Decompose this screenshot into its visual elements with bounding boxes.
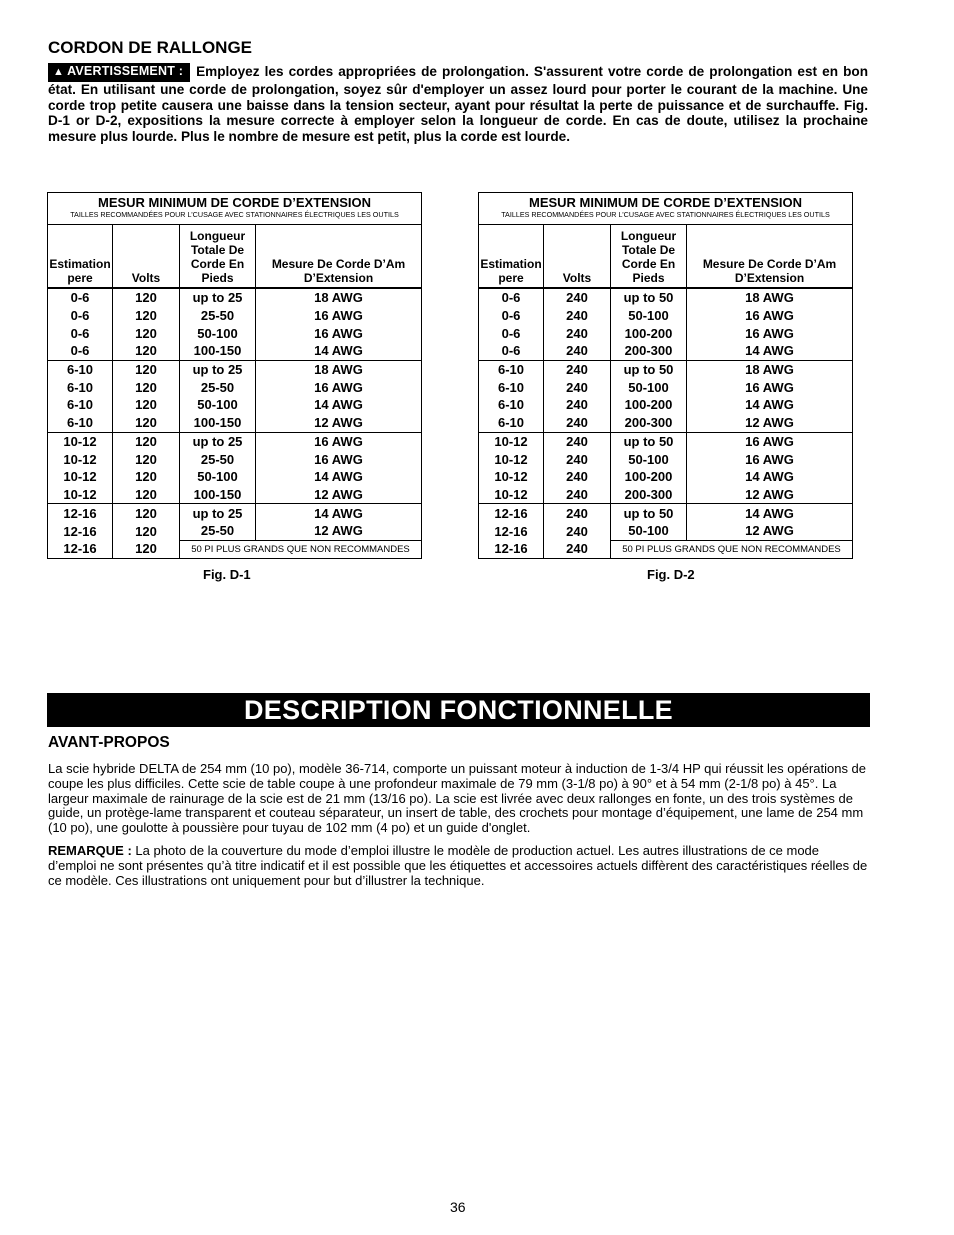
column-header: Mesure De Corde D’Am D’Extension [687,225,853,289]
table-cell: 0-6 [48,288,113,307]
table-cell: 6-10 [48,396,113,414]
table-cell: 12-16 [48,540,113,558]
table-cell: 120 [113,342,180,360]
table-cell: 120 [113,378,180,396]
table-cell: 0-6 [48,324,113,342]
table-cell: 12-16 [479,540,544,558]
table-cell: 50-100 [180,468,256,486]
table-cell: 240 [544,468,611,486]
table-row [48,522,422,540]
table-cell: 12-16 [48,522,113,540]
table-row [479,486,853,504]
table-cell: 120 [113,540,180,558]
table-cell: 0-6 [479,288,544,307]
table-row [48,307,422,325]
page-number: 36 [450,1199,466,1215]
table-cell: 240 [544,307,611,325]
table-row [48,342,422,360]
warning-triangle-icon: ▲ [53,66,65,78]
table-cell: 120 [113,414,180,432]
table-cell: up to 25 [180,432,256,450]
table-row [48,540,422,558]
column-header: Estimation pere [48,225,113,289]
table-cell: 100-150 [180,342,256,360]
table-header [48,193,422,225]
table-cell: 240 [544,540,611,558]
table-cell: 120 [113,450,180,468]
section-banner: DESCRIPTION FONCTIONNELLE [47,693,870,727]
table-cell: 100-200 [611,468,687,486]
table-cell: 14 AWG [687,342,853,360]
table-row [48,504,422,522]
table-cell: 240 [544,486,611,504]
table-row [479,360,853,378]
table-cell: 16 AWG [687,307,853,325]
table-cell: 0-6 [48,342,113,360]
table-header [479,193,853,225]
table-cell: 120 [113,360,180,378]
figure-caption: Fig. D-1 [203,567,251,582]
table-subtitle: TAILLES RECOMMANDÉES POUR L’CUSAGE AVEC STATIONNAIRES ÉLECTRIQUES LES OUTILS [70,210,399,219]
table-cell: 120 [113,504,180,522]
table-row [479,414,853,432]
table-cell: 12 AWG [687,522,853,540]
column-header: Volts [544,225,611,289]
note-text: La photo de la couverture du mode d’emploi illustre le modèle de production actuel. Les autres illustrations de ce mode d’emploi ne sont présentes qu’à titre indicatif et il est possible que les étiquettes et accessoires actuels diffèrent des caractéristiques réelles de ce modèle. Ces illustrations ont uniquement pour but d’illustrer la technique. [48,843,868,888]
note-paragraph [48,844,870,888]
table-subtitle: TAILLES RECOMMANDÉES POUR L’CUSAGE AVEC STATIONNAIRES ÉLECTRIQUES LES OUTILS [501,210,830,219]
table-cell: 14 AWG [256,396,422,414]
foreword-heading: AVANT-PROPOS [48,734,170,751]
table-row [48,324,422,342]
table-cell: 100-150 [180,486,256,504]
table-cell: 240 [544,522,611,540]
table-cell: 10-12 [48,450,113,468]
table-cell: 100-200 [611,324,687,342]
cord-gauge-table-240v [478,192,853,559]
warning-badge: ▲ AVERTISSEMENT : [48,63,190,82]
table-cell: up to 50 [611,432,687,450]
table-cell: 25-50 [180,450,256,468]
table-cell: 120 [113,396,180,414]
column-header: Longueur Totale De Corde En Pieds [611,225,687,289]
table-cell: 14 AWG [687,504,853,522]
note-label: REMARQUE : [48,843,132,858]
table-row [479,432,853,450]
table-cell: 14 AWG [256,342,422,360]
table-cell: 6-10 [48,414,113,432]
column-header: Estimation pere [479,225,544,289]
table-row [479,324,853,342]
table-cell: 0-6 [48,307,113,325]
table-cell: 12-16 [479,522,544,540]
table-cell: 18 AWG [256,288,422,307]
table-row [48,432,422,450]
table-row [479,288,853,307]
table-cell: 50-100 [611,522,687,540]
table-cell: 6-10 [479,360,544,378]
table-cell: 240 [544,504,611,522]
table-cell: 10-12 [479,468,544,486]
table-cell: 14 AWG [256,504,422,522]
table-cell: 200-300 [611,414,687,432]
table-cell: 240 [544,432,611,450]
column-header: Longueur Totale De Corde En Pieds [180,225,256,289]
table-cell: 240 [544,378,611,396]
column-header: Mesure De Corde D’Am D’Extension [256,225,422,289]
table-cell: 16 AWG [687,432,853,450]
table-cell: 16 AWG [256,450,422,468]
table-cell: 12 AWG [256,522,422,540]
table-cell: 10-12 [48,468,113,486]
table-cell: 16 AWG [256,378,422,396]
table-cell: up to 50 [611,360,687,378]
table-cell: 120 [113,486,180,504]
table-cell: 240 [544,342,611,360]
foreword-paragraph: La scie hybride DELTA de 254 mm (10 po), modèle 36-714, comporte un puissant moteur à induction de 1-3/4 HP qui réussit les opérations de coupe les plus difficiles. Cette scie de table coupe à une profondeur maximale de 79 mm (3-1/8 po) à 90° et à 54 mm (2-1/8 po) à 45°. La largeur maximale de rainurage de la scie est de 21 mm (13/16 po). La scie est livrée avec deux rallonges en fonte, un des trois systèmes de guide, un protège-lame transparent et couteau séparateur, un insert de table, des crochets pour montage d’équipement, une lame de 254 mm (10 po), une goulotte à poussière pour tuyau de 102 mm (4 po) et un guide d'onglet. [48,761,867,836]
table-row [479,378,853,396]
table-cell: 16 AWG [256,432,422,450]
table-note: 50 PI PLUS GRANDS QUE NON RECOMMANDES [611,540,853,558]
table-cell: 100-150 [180,414,256,432]
table-cell: 120 [113,468,180,486]
table-cell: 10-12 [48,432,113,450]
table-cell: up to 25 [180,504,256,522]
table-cell: 14 AWG [256,468,422,486]
table-cell: 50-100 [611,307,687,325]
cord-gauge-table-120v [47,192,422,559]
table-cell: 16 AWG [687,450,853,468]
table-cell: 120 [113,432,180,450]
table-cell: 240 [544,414,611,432]
table-row [479,450,853,468]
table-title: MESUR MINIMUM DE CORDE D’EXTENSION [97,195,371,210]
column-header: Volts [113,225,180,289]
table-row [479,540,853,558]
table-cell: 18 AWG [256,360,422,378]
table-row [479,522,853,540]
table-cell: 12 AWG [687,486,853,504]
table-cell: 12 AWG [256,414,422,432]
table-cell: 25-50 [180,522,256,540]
table-cell: 240 [544,324,611,342]
table-cell: 6-10 [479,396,544,414]
table-cell: 120 [113,522,180,540]
warning-text: Employez les cordes appropriées de prolongation. S'assurent votre corde de prolongation est en bon état. En utilisant une corde de prolongation, soyez sûr d'employer un assez lourd pour porter le courant de la machine. Une corde trop petite causera une baisse dans la tension secteur, ayant pour résultat la perte de puissance et de surchauffe. Fig. D-1 or D-2, expositions la mesure correcte à employer selon la longueur de corde. En cas de doute, utilisez la prochaine mesure plus lourde. Plus le nombre de mesure est petit, plus la corde est lourde. [48,64,868,145]
table-row [48,414,422,432]
table-cell: 6-10 [479,378,544,396]
cord-warning [48,63,868,145]
table-row [48,378,422,396]
table-row [48,486,422,504]
table-title: MESUR MINIMUM DE CORDE D’EXTENSION [528,195,802,210]
figure-caption: Fig. D-2 [647,567,695,582]
table-cell: 100-200 [611,396,687,414]
table-cell: 240 [544,360,611,378]
table-cell: 6-10 [479,414,544,432]
table-cell: 0-6 [479,324,544,342]
table-row [479,468,853,486]
table-cell: 14 AWG [687,468,853,486]
table-cell: 18 AWG [687,360,853,378]
table-row [48,396,422,414]
table-cell: 0-6 [479,307,544,325]
table-cell: 12 AWG [687,414,853,432]
table-cell: 240 [544,288,611,307]
table-cell: up to 25 [180,288,256,307]
table-cell: 200-300 [611,342,687,360]
table-cell: 18 AWG [687,288,853,307]
table-cell: 6-10 [48,360,113,378]
table-row [479,342,853,360]
table-cell: 14 AWG [687,396,853,414]
table-cell: 50-100 [180,396,256,414]
table-cell: 240 [544,396,611,414]
table-cell: 200-300 [611,486,687,504]
table-cell: 16 AWG [687,324,853,342]
table-row [48,360,422,378]
table-cell: 16 AWG [256,324,422,342]
table-cell: 10-12 [48,486,113,504]
table-cell: 10-12 [479,486,544,504]
table-row [48,468,422,486]
table-cell: 120 [113,324,180,342]
table-row [479,307,853,325]
table-cell: 50-100 [611,450,687,468]
table-cell: 10-12 [479,450,544,468]
table-cell: 12 AWG [256,486,422,504]
table-row [48,450,422,468]
table-cell: 25-50 [180,307,256,325]
table-cell: 0-6 [479,342,544,360]
table-cell: up to 50 [611,288,687,307]
table-cell: up to 50 [611,504,687,522]
table-cell: 50-100 [180,324,256,342]
table-row [479,396,853,414]
table-cell: 10-12 [479,432,544,450]
table-cell: 25-50 [180,378,256,396]
table-cell: 240 [544,450,611,468]
table-cell: 16 AWG [256,307,422,325]
table-cell: up to 25 [180,360,256,378]
cord-section-heading: CORDON DE RALLONGE [48,38,252,57]
table-cell: 50-100 [611,378,687,396]
table-cell: 16 AWG [687,378,853,396]
table-row [48,288,422,307]
table-cell: 12-16 [48,504,113,522]
table-cell: 6-10 [48,378,113,396]
table-cell: 120 [113,307,180,325]
table-cell: 12-16 [479,504,544,522]
table-cell: 120 [113,288,180,307]
table-note: 50 PI PLUS GRANDS QUE NON RECOMMANDES [180,540,422,558]
table-row [479,504,853,522]
